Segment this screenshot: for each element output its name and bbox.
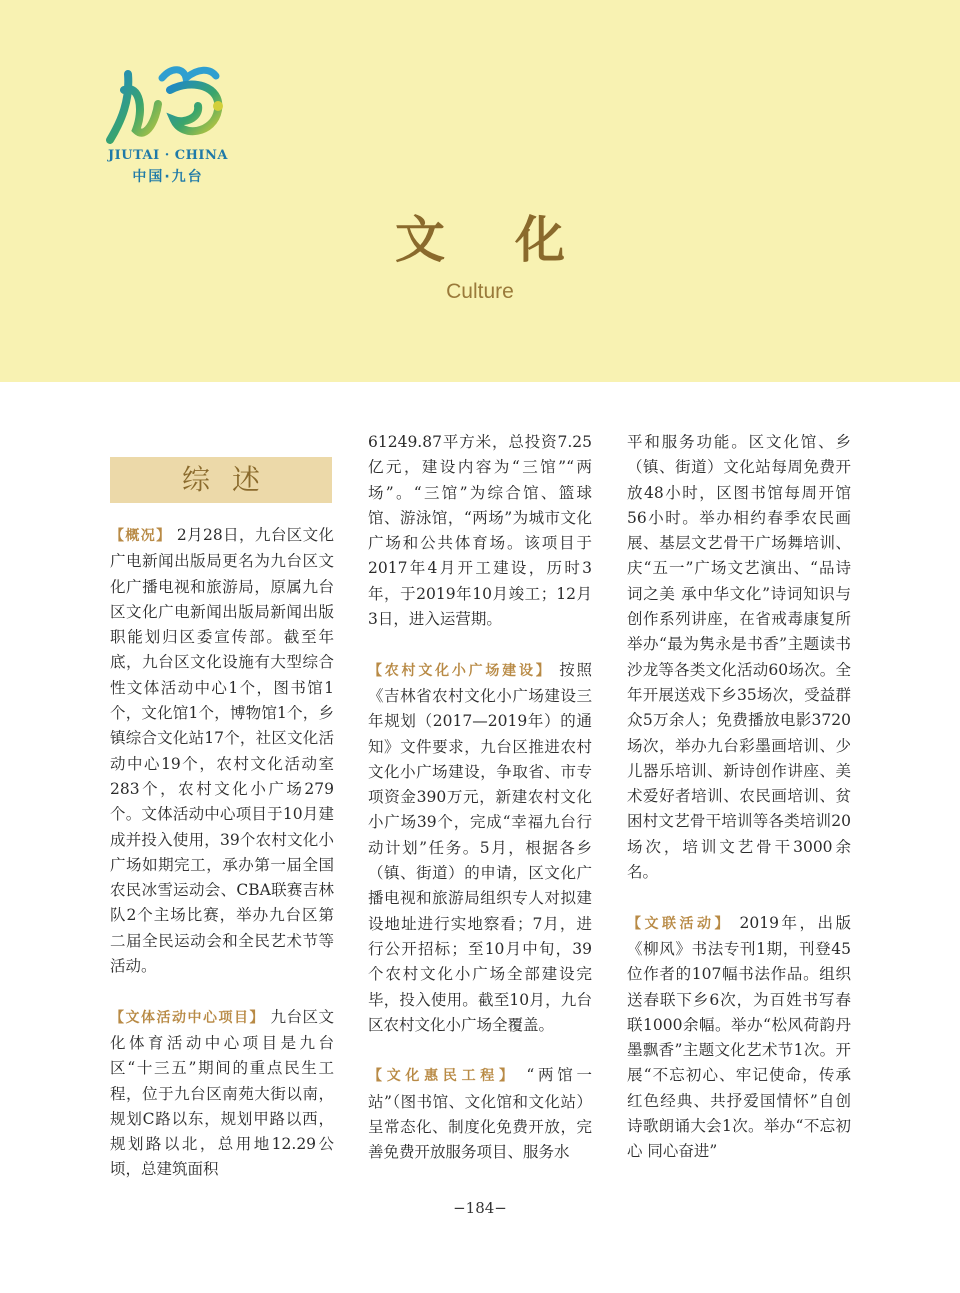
paragraph-text: 按照《吉林省农村文化小广场建设三年规划（2017—2019年）的通知》文件要求，九台区推进农村文化小广场建设，争取省、市专项资金390万元，新建农村文化小广场39个，完成“幸福九台行动计划”任务。5月，根据各乡（镇、街道）的申请，区文化广播电视和旅游局组织专人对拟建设地址进行实地察看；7月，进行公开招标；至10月中旬，39个农村文化小广场全部建设完毕，投入使用。截至10月，九台区农村文化小广场全覆盖。 — [368, 660, 592, 1034]
paragraph-text: 2月28日，九台区文化广电新闻出版局更名为九台区文化广播电视和旅游局，原属九台区文化广电新闻出版局新闻出版职能划归区委宣传部。截至年底，九台区文化设施有大型综合性文体活动中心1个，图书馆1个，文化馆1个，博物馆1个，乡镇综合文化站17个，社区文化活动中心19个，农村文化活动室283个，农村文化小广场279个。文体活动中心项目于10月建成并投入使用，39个农村文化小广场如期完工，承办第一届全国农民冰雪运动会、CBA联赛吉林队2个主场比赛，举办九台区第二届全民运动会和全民艺术节等活动。 — [110, 526, 334, 976]
page-number: −184− — [453, 1199, 507, 1217]
text-column-1 — [110, 430, 334, 1200]
section-heading-box — [110, 457, 332, 503]
paragraph-continued — [368, 430, 592, 632]
paragraph-continued — [627, 430, 851, 885]
header-band — [0, 0, 960, 382]
text-column-3 — [627, 430, 851, 1200]
paragraph-text: 九台区文化体育活动中心项目是九台区“十三五”期间的重点民生工程，位于九台区南苑大街以南，规划C路以东，规划甲路以西，规划路以北，总用地12.29公顷，总建筑面积 — [110, 1007, 334, 1179]
paragraph-text: 2019年，出版《柳风》书法专刊1期，刊登45位作者的107幅书法作品。组织送春联下乡6次，为百姓书写春联1000余幅。举办“松风荷韵丹墨飘香”主题文化艺术节1次。开展“不忘初心、牢记使命，传承红色经典、共抒爱国情怀”自创诗歌朗诵大会1次。举办“不忘初心 同心奋进” — [627, 913, 851, 1161]
paragraph-tag: 【文联活动】 — [627, 915, 733, 932]
paragraph-text: “两馆一站”（图书馆、文化馆和文化站）呈常态化、制度化免费开放，完善免费开放服务项目、服务水 — [368, 1066, 592, 1162]
logo-english-text: JIUTAI · CHINA — [108, 148, 228, 163]
paragraph-federation — [627, 911, 851, 1165]
paragraph-text: 平和服务功能。区文化馆、乡（镇、街道）文化站每周免费开放48小时，区图书馆每周开馆56小时。举办相约春季农民画展、基层文艺骨干广场舞培训、庆“五一”广场文艺演出、“品诗词之美 承中华文化”诗词知识与创作系列讲座，在省戒毒康复所举办“最为隽永是书香”主题读书沙龙等各类文化活动60场次。全年开展送戏下乡35场次，受益群众5万余人；免费播放电影3720场次，举办九台彩墨画培训、少儿器乐培训、新诗创作讲座、美术爱好者培训、农民画培训、贫困村文艺骨干培训等各类培训20场次，培训文艺骨干3000余名。 — [627, 433, 851, 882]
page-subtitle: Culture — [446, 280, 514, 303]
paragraph-text: 61249.87平方米，总投资7.25亿元，建设内容为“三馆”“两场”。“三馆”为综合馆、篮球馆、游泳馆，“两场”为城市文化广场和公共体育场。该项目于2017年4月开工建设，历时3年，于2019年10月竣工；12月3日，进入运营期。 — [368, 433, 592, 629]
jiutai-logo-mark-icon — [100, 60, 236, 146]
paragraph-tag: 【文化惠民工程】 — [368, 1068, 518, 1085]
paragraph-overview — [110, 523, 334, 979]
paragraph-tag: 【文体活动中心项目】 — [110, 1009, 266, 1026]
text-column-2 — [368, 430, 592, 1200]
section-heading: 综述 — [181, 463, 282, 497]
paragraph-rural-squares — [368, 658, 592, 1038]
paragraph-tag: 【概况】 — [110, 528, 172, 544]
jiutai-logo — [98, 60, 238, 190]
logo-chinese-text: 中国·九台 — [132, 169, 204, 185]
paragraph-sports-center — [110, 1005, 334, 1183]
page-title: 文化 — [395, 210, 635, 269]
paragraph-culture-benefit — [368, 1063, 592, 1165]
paragraph-tag: 【农村文化小广场建设】 — [368, 662, 553, 679]
